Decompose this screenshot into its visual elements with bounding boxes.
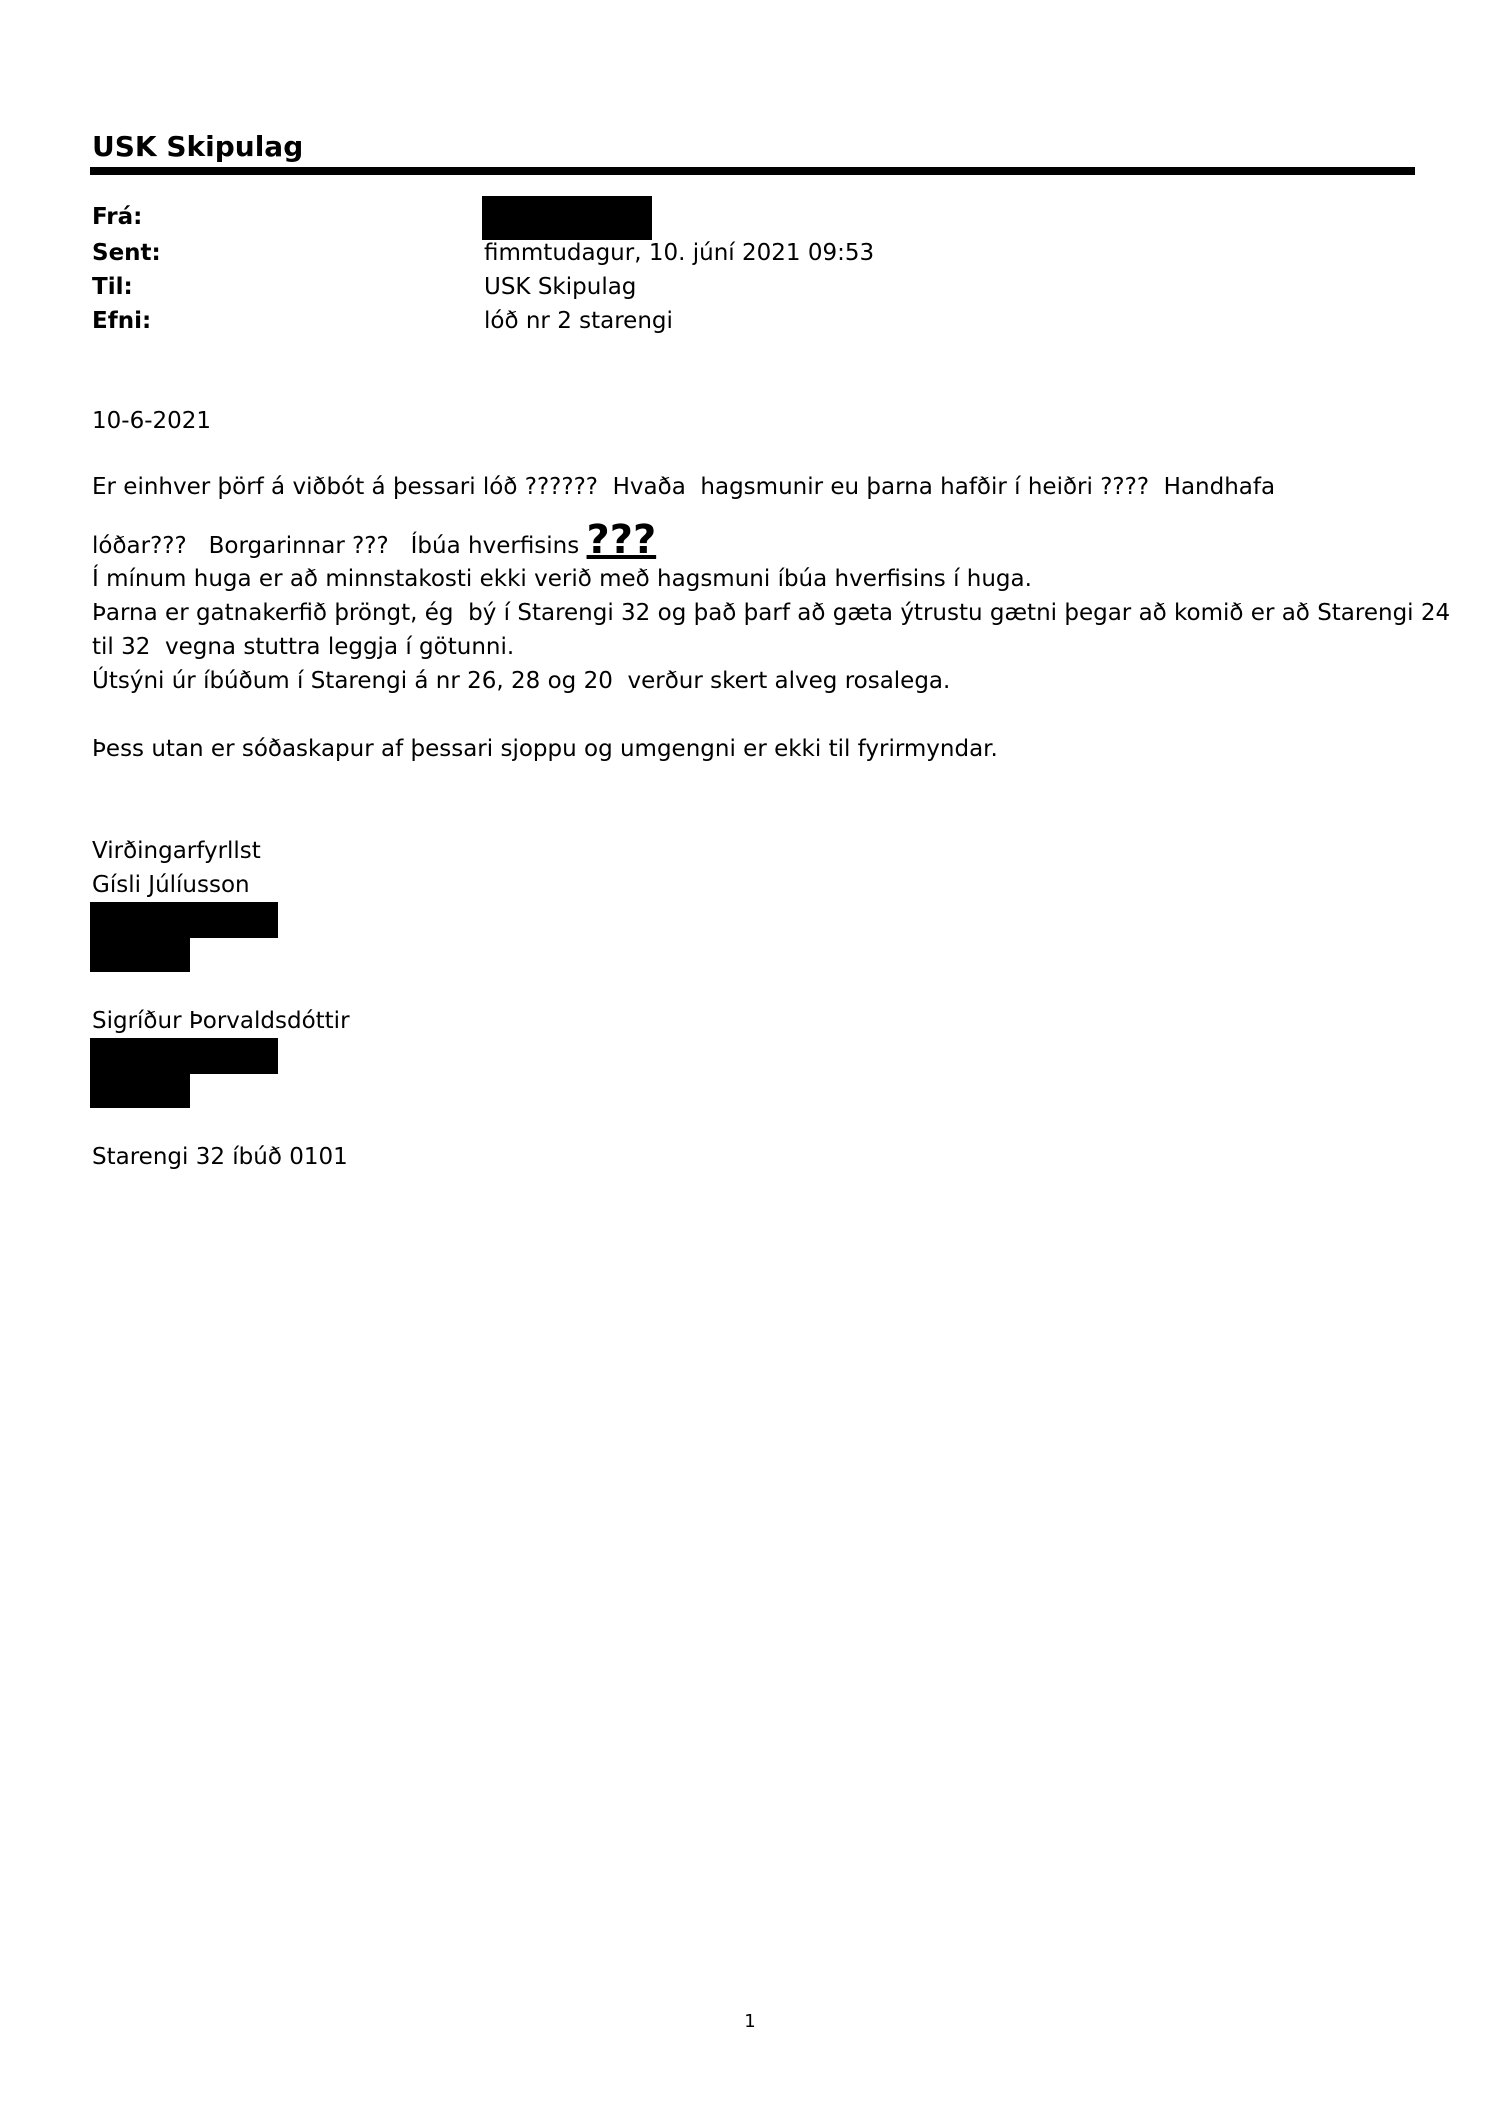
redaction-contact-1b <box>90 936 190 972</box>
signature-address: Starengi 32 íbúð 0101 <box>92 1144 348 1170</box>
body-line-2-text: lóðar??? Borgarinnar ??? Íbúa hverfisins <box>92 533 587 559</box>
sent-value: fimmtudagur, 10. júní 2021 09:53 <box>484 240 875 266</box>
body-line-6: Útsýni úr íbúðum í Starengi á nr 26, 28 og 20 verður skert alveg rosalega. <box>92 668 951 694</box>
redaction-contact-1a <box>90 902 278 938</box>
subject-value: lóð nr 2 starengi <box>484 308 673 334</box>
header-sent-row <box>92 236 1392 270</box>
signature-name-2: Sigríður Þorvaldsdóttir <box>92 1008 350 1034</box>
body-line-7: Þess utan er sóðaskapur af þessari sjoppu og umgengni er ekki til fyrirmyndar. <box>92 736 998 762</box>
body-line-1: Er einhver þörf á viðbót á þessari lóð ?????? Hvaða hagsmunir eu þarna hafðir í heiðri ???? Handhafa <box>92 474 1276 500</box>
header-subject-row <box>92 304 1392 338</box>
body-date: 10-6-2021 <box>92 408 212 434</box>
redaction-contact-2b <box>90 1072 190 1108</box>
header-from-row <box>92 200 1392 234</box>
redaction-sender <box>482 196 652 240</box>
body-line-3: Í mínum huga er að minnstakosti ekki verið með hagsmuni íbúa hverfisins í huga. <box>92 566 1032 592</box>
subject-label: Efni: <box>92 308 152 334</box>
to-label: Til: <box>92 274 133 300</box>
sent-label: Sent: <box>92 240 161 266</box>
to-value: USK Skipulag <box>484 274 637 300</box>
title-rule <box>90 167 1415 175</box>
header-to-row <box>92 270 1392 304</box>
body-line-4: Þarna er gatnakerfið þröngt, ég bý í Starengi 32 og það þarf að gæta ýtrustu gætni þegar að komið er að Starengi 24 <box>92 600 1451 626</box>
signature-name-1: Gísli Júlíusson <box>92 872 250 898</box>
body-line-5: til 32 vegna stuttra leggja í götunni. <box>92 634 515 660</box>
redaction-contact-2a <box>90 1038 278 1074</box>
document-title: USK Skipulag <box>92 130 304 163</box>
from-label: Frá: <box>92 204 143 230</box>
page-number: 1 <box>744 2011 756 2032</box>
signature-closing: Virðingarfyrllst <box>92 838 261 864</box>
body-line-2 <box>92 517 657 563</box>
body-line-2-emphasis: ??? <box>586 517 657 563</box>
